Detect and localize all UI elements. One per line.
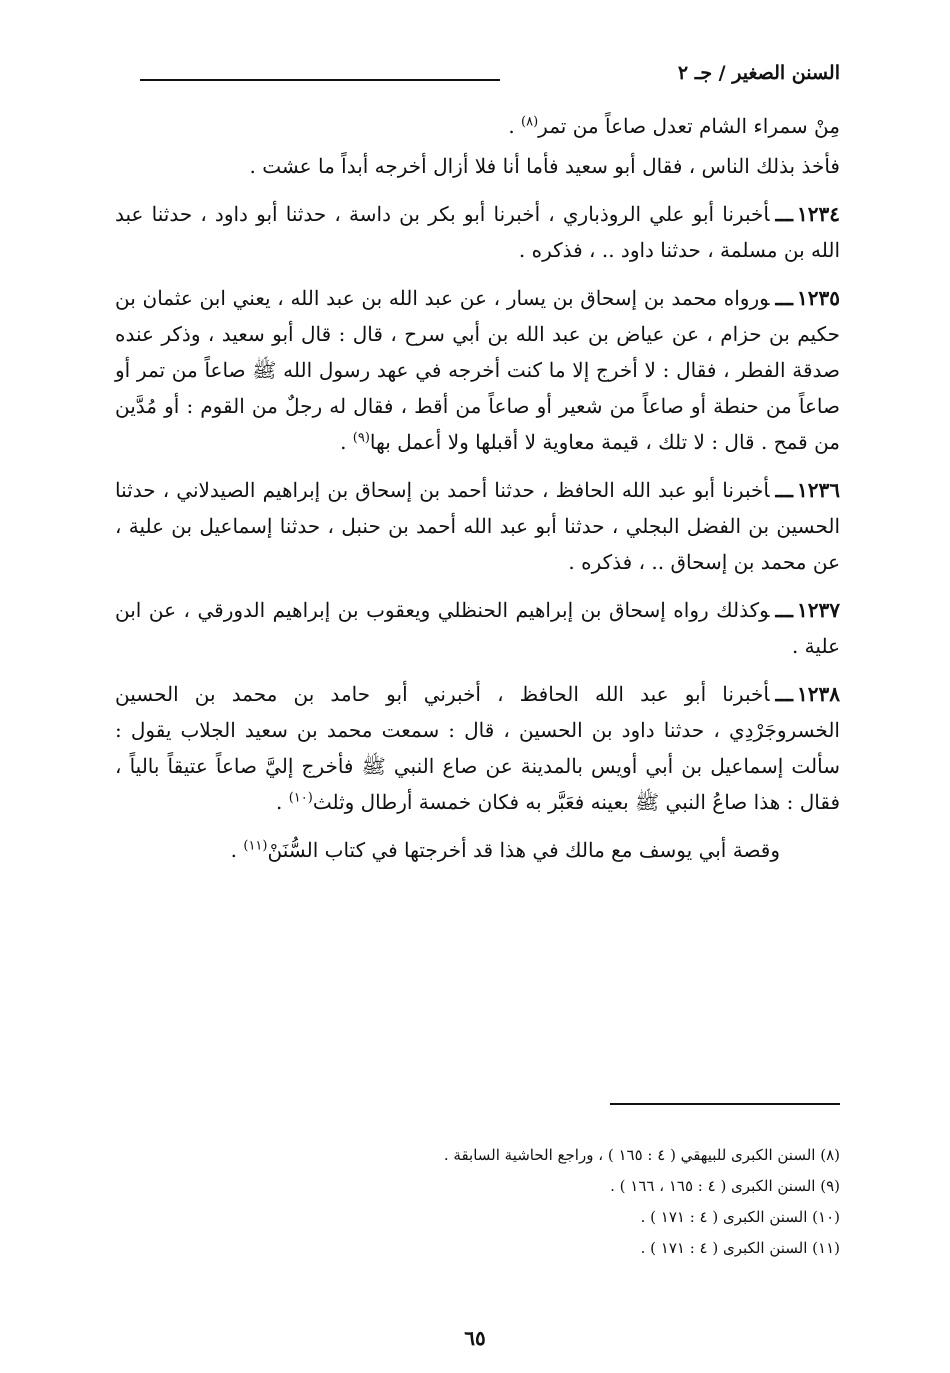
running-header (140, 62, 840, 98)
paragraph-continuation: فأخذ بذلك الناس ، فقال أبو سعيد فأما أنا فلا أزال أخرجه أبداً ما عشت . (249, 154, 840, 178)
footnote: (٨) السنن الكبرى للبيهقي ( ٤ : ١٦٥ ) ، وراجع الحاشية السابقة . (443, 1146, 840, 1164)
hadith-1235: ١٢٣٥ـــورواه محمد بن إسحاق بن يسار ، عن عبد الله بن عبد الله ، يعني ابن عثمان بن حكيم بن حزام ، عن عياض بن عبد الله بن أبي سرح ، قال : قال أبو سعيد ، وذكر عنده صدقة الفطر ، فقال : لا أخرج إلا ما كنت أخرجه في عهد رسول الله ﷺ صاعاً من تمر أو صاعاً من حنطة أو صاعاً من شعير أو صاعاً من أقط ، فقال له رجلٌ من القوم : أو مُدَّين من قمح . قال : لا تلك ، قيمة معاوية لا أقبلها ولا أعمل بها$^{(٩)}$ . (115, 286, 840, 454)
hadith-1236: ١٢٣٦ـــأخبرنا أبو عبد الله الحافظ ، حدثنا أحمد بن إسحاق بن إبراهيم الصيدلاني ، حدثنا الحسين بن الفضل البجلي ، حدثنا أبو عبد الله أحمد بن حنبل ، حدثنا إسماعيل بن علية ، عن محمد بن إسحاق .. ، فذكره . (115, 478, 841, 574)
hadith-1238: ١٢٣٨ـــأخبرنا أبو عبد الله الحافظ ، أخبرني أبو حامد بن محمد بن الحسين الخسروجَرْدِي ، حدثنا داود بن الحسين ، قال : سمعت محمد بن سعيد الجلاب يقول : سألت إسماعيل بن أبي أويس بالمدينة عن صاع النبي ﷺ فأخرج إليَّ صاعاً عتيقاً بالياً ، فقال : هذا صاعُ النبي ﷺ بعينه فعَبَّر به فكان خمسة أرطال وثلث$^{(١٠)}$ . (115, 682, 840, 814)
footnote-rule (610, 1103, 840, 1105)
main-text (115, 108, 840, 880)
hadith-number: ١٢٣٦ (797, 478, 840, 502)
hadith-number: ١٢٣٧ (797, 598, 840, 622)
footnotes (115, 1140, 840, 1264)
page-number: ٦٥ (464, 1326, 486, 1350)
hadith-1237: ١٢٣٧ـــوكذلك رواه إسحاق بن إبراهيم الحنظلي ويعقوب بن إبراهيم الدورقي ، عن ابن علية . (115, 598, 840, 658)
running-header-title: السنن الصغير / جـ ٢ (677, 62, 840, 84)
hadith-number: ١٢٣٨ (797, 682, 840, 706)
footnote: (١٠) السنن الكبرى ( ٤ : ١٧١ ) . (640, 1208, 840, 1226)
closing-note: وقصة أبي يوسف مع مالك في هذا قد أخرجتها في كتاب السُّنَنْ$^{(١١)}$ . (230, 838, 780, 862)
footnote: (٩) السنن الكبرى ( ٤ : ١٦٥ ، ١٦٦ ) . (610, 1177, 840, 1195)
hadith-number: ١٢٣٤ (797, 202, 840, 226)
footnote: (١١) السنن الكبرى ( ٤ : ١٧١ ) . (640, 1239, 840, 1257)
footnote-ref: (١٠) (288, 790, 313, 806)
paragraph-continuation: مِنْ سمراء الشام تعدل صاعاً من تمر$^{(٨)}$ . (508, 114, 840, 138)
footnote-ref: (١١) (243, 838, 268, 854)
footnote-ref: (٨) (521, 114, 539, 130)
hadith-1234: ١٢٣٤ـــأخبرنا أبو علي الروذباري ، أخبرنا أبو بكر بن داسة ، حدثنا أبو داود ، حدثنا عبد الله بن مسلمة ، حدثنا داود .. ، فذكره . (115, 202, 840, 262)
footnote-ref: (٩) (352, 430, 370, 446)
hadith-number: ١٢٣٥ (797, 286, 840, 310)
header-rule (140, 79, 500, 81)
